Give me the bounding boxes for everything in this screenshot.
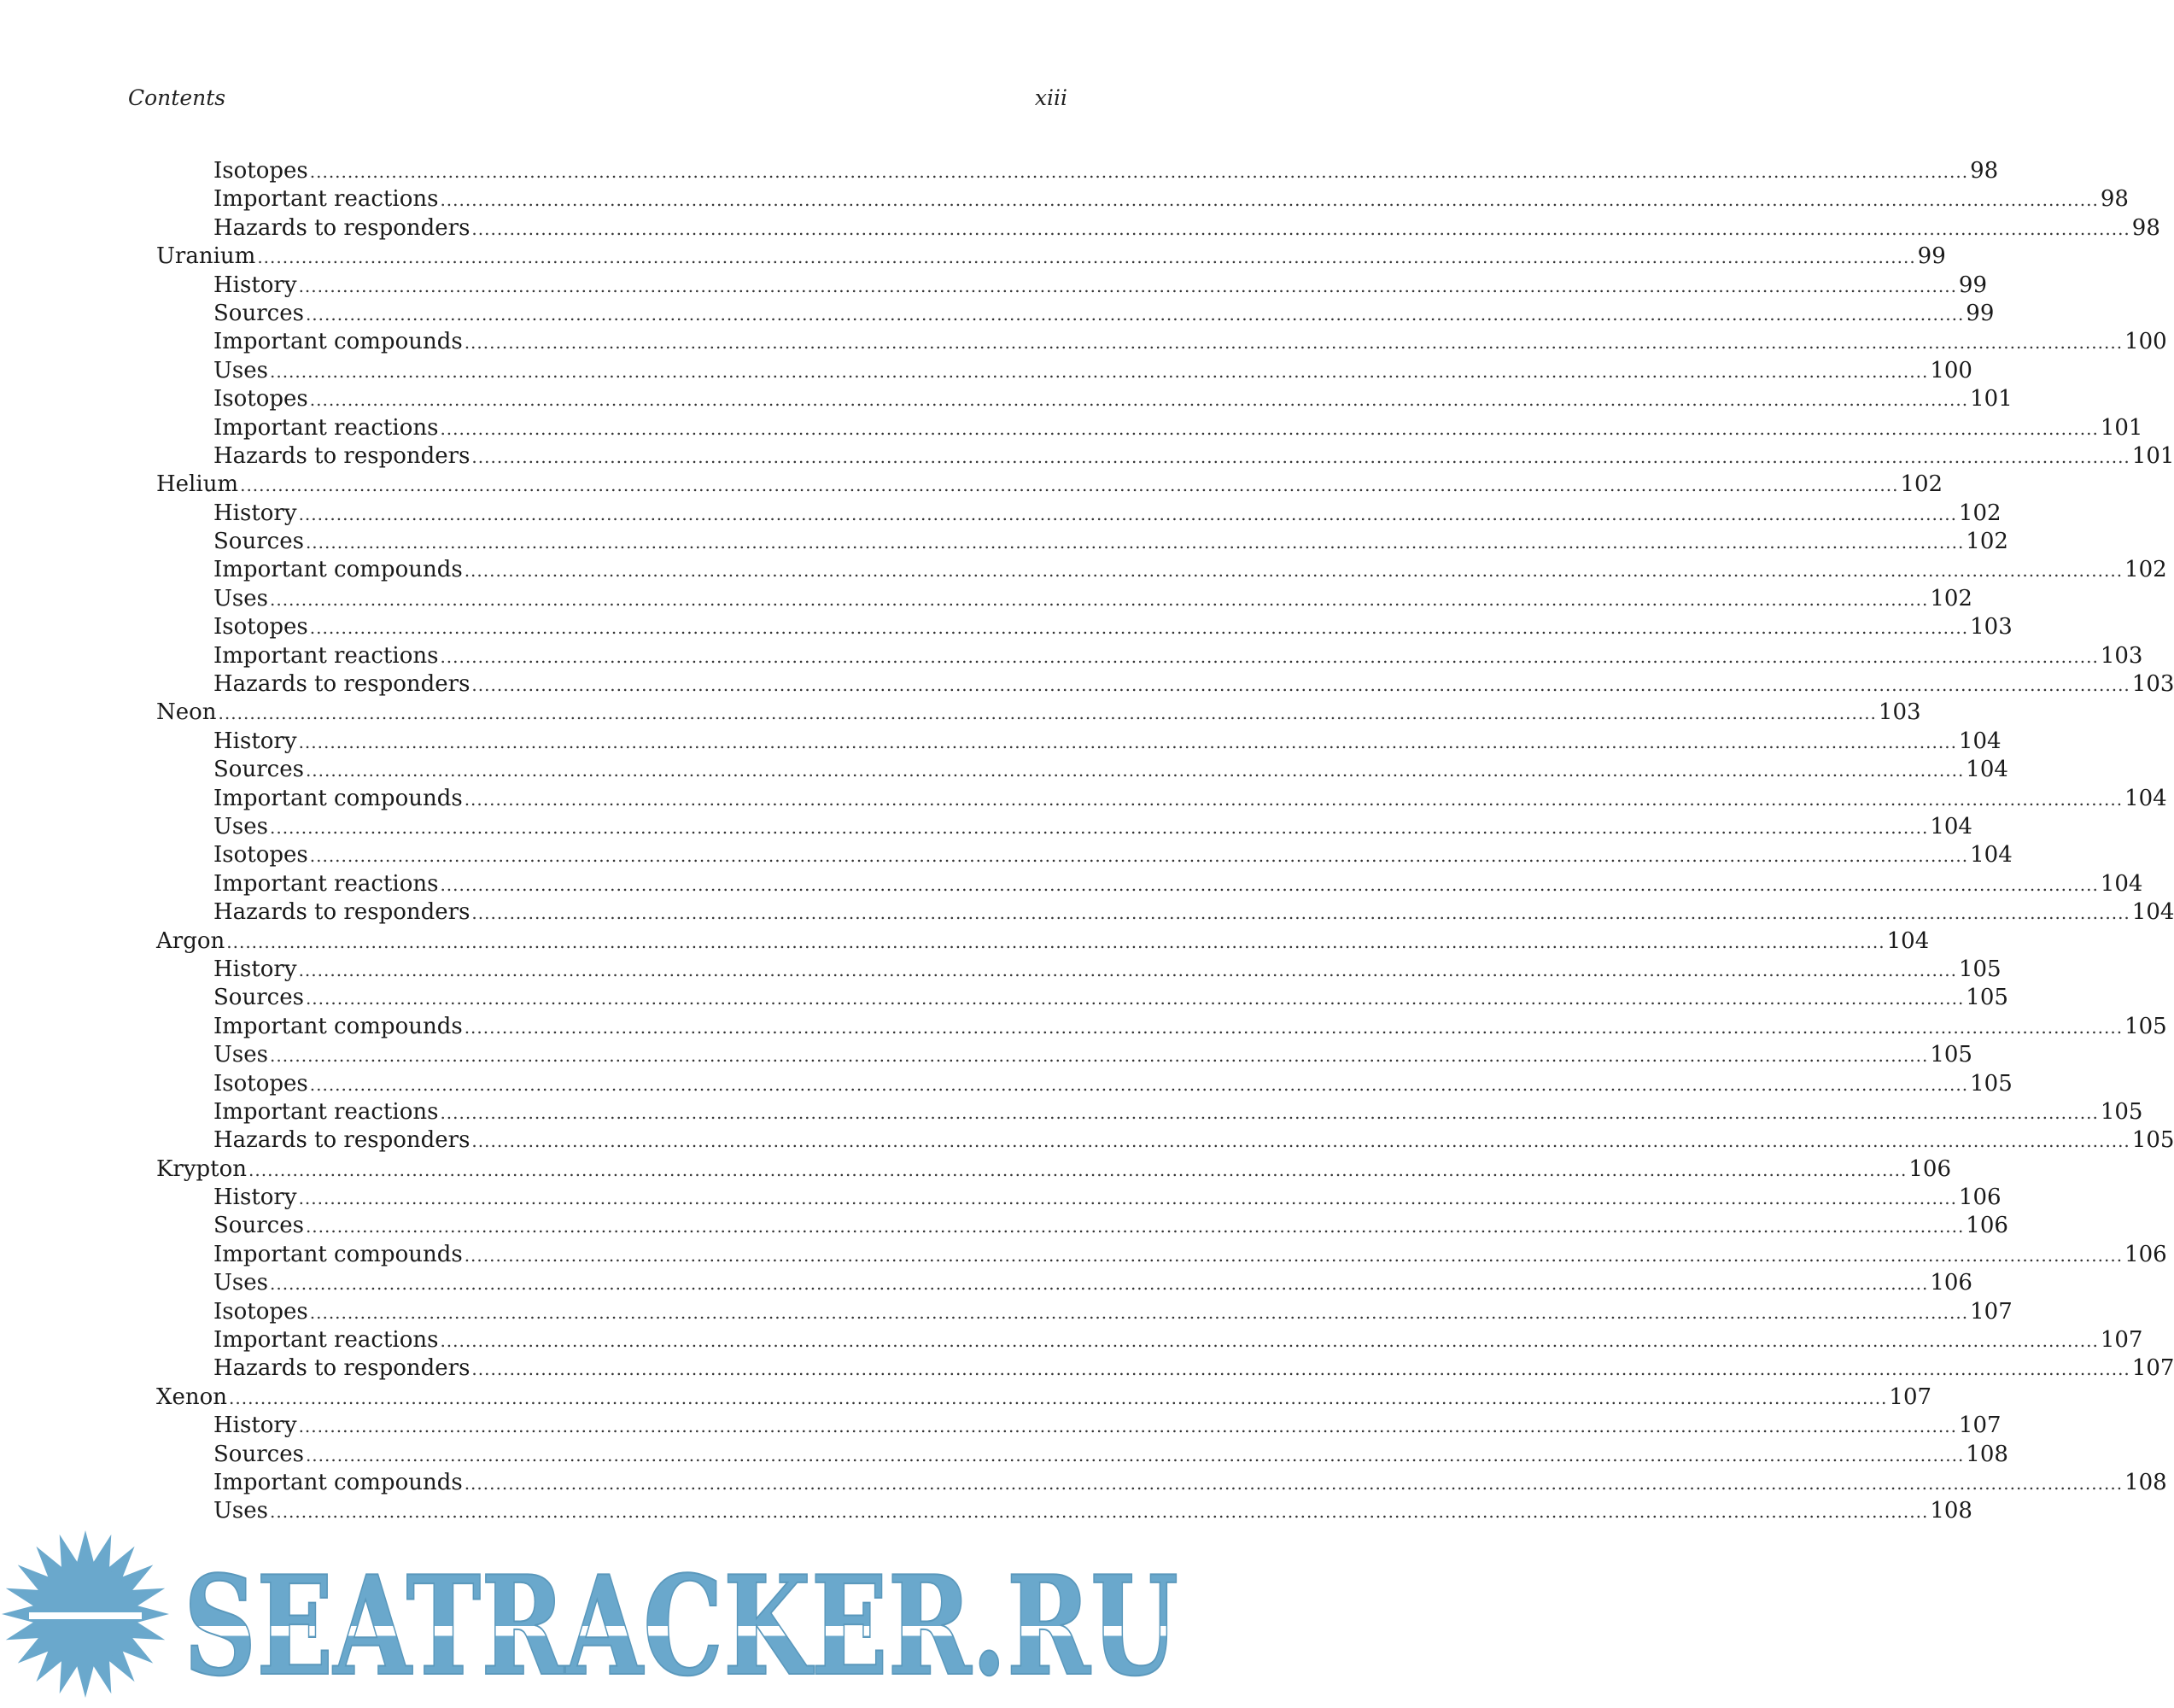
toc-entry-page: 102 (1930, 585, 1972, 611)
toc-dot-leader (465, 329, 2123, 357)
toc-dot-leader (299, 956, 1957, 985)
toc-entry-title: Important reactions (213, 414, 439, 441)
toc-entry-title: Uses (213, 813, 268, 839)
toc-entry-subsection (156, 1241, 2167, 1269)
toc-entry-page: 106 (2124, 1241, 2167, 1267)
toc-entry-title: Important reactions (213, 1327, 439, 1354)
toc-entry-page: 103 (2100, 642, 2143, 669)
toc-entry-title: Isotopes (213, 1070, 308, 1097)
toc-entry-subsection (156, 841, 2013, 869)
toc-entry-subsection (156, 1469, 2167, 1497)
toc-entry-subsection (156, 585, 1972, 613)
toc-entry-subsection (156, 214, 2160, 243)
toc-entry-subsection (156, 1070, 2013, 1098)
toc-entry-page: 106 (1958, 1184, 2002, 1211)
toc-dot-leader (471, 1127, 2130, 1155)
toc-entry-subsection (156, 870, 2143, 898)
toc-entry-subsection (156, 1013, 2167, 1041)
toc-entry-title: Important reactions (213, 870, 439, 897)
running-head-section: Contents (128, 85, 226, 110)
watermark (0, 1529, 1195, 1708)
toc-dot-leader (471, 671, 2130, 699)
toc-entry-page: 98 (2131, 214, 2160, 241)
toc-entry-subsection (156, 1098, 2143, 1126)
toc-entry-title: Hazards to responders (213, 1355, 470, 1382)
toc-entry-title: Hazards to responders (213, 671, 470, 698)
toc-entry-subsection (156, 1041, 1972, 1069)
toc-entry-page: 103 (1970, 614, 2013, 640)
toc-entry-page: 100 (1930, 357, 1972, 383)
toc-dot-leader (440, 415, 2098, 443)
toc-entry-page: 102 (1958, 500, 2002, 526)
toc-entry-subsection (156, 300, 1995, 328)
toc-dot-leader (471, 1355, 2130, 1383)
toc-entry-page: 104 (2131, 899, 2174, 926)
toc-dot-leader (270, 814, 1928, 842)
toc-dot-leader (440, 1327, 2098, 1355)
toc-entry-page: 104 (1958, 728, 2002, 754)
toc-entry-subsection (156, 785, 2167, 813)
toc-entry-page: 101 (2131, 442, 2174, 469)
toc-dot-leader (299, 728, 1957, 757)
toc-entry-page: 105 (2124, 1013, 2167, 1039)
toc-entry-subsection (156, 813, 1972, 841)
toc-entry-title: Important compounds (213, 1241, 463, 1267)
toc-dot-leader (465, 1242, 2123, 1270)
toc-dot-leader (306, 757, 1964, 785)
toc-entry-title: Krypton (156, 1155, 248, 1182)
toc-dot-leader (471, 215, 2130, 243)
toc-entry-title: Isotopes (213, 386, 308, 412)
toc-entry-title: Uses (213, 1042, 268, 1068)
toc-entry-subsection (156, 357, 1972, 385)
toc-entry-page: 99 (1966, 300, 1995, 326)
toc-dot-leader (306, 985, 1964, 1013)
toc-entry-page: 99 (1917, 243, 1946, 270)
toc-dot-leader (270, 1042, 1928, 1070)
toc-dot-leader (299, 1413, 1957, 1441)
toc-entry-page: 104 (1930, 813, 1972, 839)
toc-entry-element (156, 1383, 1932, 1412)
toc-entry-subsection (156, 670, 2174, 699)
toc-dot-leader (465, 786, 2123, 814)
toc-entry-title: History (213, 500, 297, 526)
toc-entry-title: Important compounds (213, 1013, 463, 1039)
toc-entry-page: 106 (1930, 1270, 1972, 1296)
toc-dot-leader (465, 557, 2123, 585)
toc-dot-leader (310, 1299, 1968, 1327)
toc-dot-leader (471, 899, 2130, 927)
toc-dot-leader (306, 1213, 1964, 1241)
toc-entry-page: 104 (2100, 870, 2143, 897)
table-of-contents (156, 157, 2174, 1526)
toc-dot-leader (310, 1071, 1968, 1099)
toc-dot-leader (229, 1384, 1887, 1413)
toc-dot-leader (440, 1099, 2098, 1127)
toc-entry-page: 108 (1966, 1441, 2008, 1467)
toc-entry-title: History (213, 728, 297, 754)
toc-dot-leader (310, 386, 1968, 414)
toc-dot-leader (219, 699, 1877, 728)
toc-dot-leader (471, 443, 2130, 471)
toc-entry-page: 105 (2131, 1127, 2174, 1154)
toc-entry-title: Uses (213, 357, 268, 383)
toc-dot-leader (465, 1470, 2123, 1498)
toc-entry-page: 104 (1966, 757, 2008, 783)
toc-entry-title: Important compounds (213, 1469, 463, 1495)
toc-entry-subsection (156, 1184, 2002, 1212)
toc-entry-subsection (156, 1441, 2008, 1469)
toc-entry-subsection (156, 500, 2002, 528)
toc-entry-subsection (156, 984, 2008, 1012)
toc-entry-subsection (156, 1497, 1972, 1525)
toc-entry-page: 107 (1889, 1383, 1932, 1410)
toc-entry-title: Isotopes (213, 1298, 308, 1325)
toc-entry-title: Argon (156, 927, 225, 954)
toc-entry-page: 106 (1966, 1213, 2008, 1239)
toc-entry-element (156, 927, 1930, 956)
toc-entry-title: Xenon (156, 1383, 228, 1410)
toc-dot-leader (310, 614, 1968, 642)
watermark-text: SEATRACKER.RU (184, 1546, 1178, 1706)
toc-dot-leader (226, 928, 1885, 956)
toc-entry-element (156, 1155, 1952, 1184)
toc-entry-title: Sources (213, 1213, 304, 1239)
toc-entry-title: Hazards to responders (213, 1127, 470, 1154)
toc-entry-element (156, 471, 1943, 499)
toc-entry-page: 102 (1900, 471, 1943, 498)
toc-entry-subsection (156, 898, 2174, 927)
toc-entry-page: 100 (2124, 329, 2167, 355)
toc-entry-subsection (156, 556, 2167, 584)
toc-entry-page: 107 (1958, 1413, 2002, 1439)
toc-entry-page: 103 (1878, 699, 1921, 726)
toc-entry-page: 105 (1970, 1070, 2013, 1097)
toc-dot-leader (240, 471, 1898, 500)
toc-entry-page: 108 (2124, 1469, 2167, 1495)
toc-entry-title: Uranium (156, 243, 256, 270)
sun-icon (2, 1530, 169, 1698)
toc-entry-page: 104 (2124, 785, 2167, 811)
toc-entry-page: 98 (2100, 186, 2129, 213)
toc-entry-subsection (156, 728, 2002, 756)
toc-dot-leader (270, 358, 1928, 386)
toc-entry-title: History (213, 1184, 297, 1211)
toc-entry-subsection (156, 185, 2129, 214)
toc-entry-subsection (156, 1326, 2143, 1354)
toc-entry-subsection (156, 528, 2008, 556)
toc-entry-page: 104 (1886, 927, 1930, 954)
toc-entry-subsection (156, 642, 2143, 670)
toc-entry-subsection (156, 328, 2167, 356)
toc-entry-title: History (213, 1413, 297, 1439)
toc-dot-leader (440, 186, 2098, 214)
toc-entry-subsection (156, 1212, 2008, 1240)
toc-entry-page: 103 (2131, 671, 2174, 698)
toc-entry-title: Important compounds (213, 785, 463, 811)
toc-entry-subsection (156, 956, 2002, 984)
toc-entry-subsection (156, 157, 1999, 185)
toc-dot-leader (299, 272, 1957, 301)
toc-entry-title: Helium (156, 471, 239, 498)
toc-entry-page: 105 (1966, 985, 2008, 1011)
toc-entry-page: 108 (1930, 1498, 1972, 1524)
toc-dot-leader (299, 1184, 1957, 1213)
toc-entry-page: 105 (1958, 956, 2002, 982)
toc-entry-title: Hazards to responders (213, 442, 470, 469)
toc-entry-title: Important reactions (213, 1098, 439, 1125)
toc-entry-page: 107 (2131, 1355, 2174, 1382)
toc-dot-leader (270, 586, 1928, 614)
toc-entry-title: Hazards to responders (213, 214, 470, 241)
toc-dot-leader (299, 500, 1957, 529)
toc-entry-page: 105 (1930, 1042, 1972, 1068)
toc-entry-subsection (156, 613, 2013, 641)
running-head-page-number: xiii (1034, 85, 1067, 110)
toc-entry-title: Isotopes (213, 614, 308, 640)
toc-entry-title: Isotopes (213, 158, 308, 184)
toc-entry-page: 102 (2124, 557, 2167, 583)
toc-entry-subsection (156, 1298, 2013, 1326)
toc-entry-title: Sources (213, 1441, 304, 1467)
toc-dot-leader (248, 1156, 1907, 1184)
toc-entry-page: 106 (1908, 1155, 1952, 1182)
toc-dot-leader (440, 643, 2098, 671)
toc-entry-page: 102 (1966, 529, 2008, 555)
toc-entry-title: Important compounds (213, 329, 463, 355)
toc-dot-leader (270, 1270, 1928, 1298)
toc-entry-subsection (156, 1126, 2174, 1155)
toc-dot-leader (270, 1498, 1928, 1526)
toc-entry-subsection (156, 1269, 1972, 1297)
toc-entry-title: Important reactions (213, 186, 439, 213)
toc-entry-title: Isotopes (213, 842, 308, 869)
toc-entry-title: Uses (213, 1498, 268, 1524)
toc-entry-subsection (156, 1354, 2174, 1383)
toc-entry-subsection (156, 442, 2174, 471)
toc-entry-title: Sources (213, 985, 304, 1011)
toc-entry-page: 99 (1958, 272, 1988, 298)
toc-entry-element (156, 243, 1946, 271)
toc-dot-leader (310, 158, 1968, 186)
toc-entry-page: 98 (1970, 158, 1999, 184)
toc-entry-title: Sources (213, 529, 304, 555)
toc-dot-leader (306, 1442, 1964, 1470)
toc-entry-subsection (156, 756, 2008, 784)
toc-entry-page: 101 (2100, 414, 2143, 441)
toc-entry-element (156, 699, 1921, 727)
toc-entry-page: 104 (1970, 842, 2013, 869)
toc-dot-leader (440, 871, 2098, 899)
toc-entry-page: 107 (1970, 1298, 2013, 1325)
toc-entry-page: 105 (2100, 1098, 2143, 1125)
toc-entry-title: Hazards to responders (213, 899, 470, 926)
toc-entry-title: Uses (213, 585, 268, 611)
toc-dot-leader (306, 301, 1964, 329)
toc-dot-leader (310, 842, 1968, 870)
toc-entry-subsection (156, 1412, 2002, 1440)
toc-entry-title: History (213, 956, 297, 982)
toc-entry-title: Important compounds (213, 557, 463, 583)
toc-entry-subsection (156, 414, 2143, 442)
toc-entry-subsection (156, 385, 2013, 413)
running-head (128, 85, 1067, 120)
toc-entry-page: 101 (1970, 386, 2013, 412)
toc-entry-title: Uses (213, 1270, 268, 1296)
toc-entry-title: Sources (213, 300, 304, 326)
toc-dot-leader (306, 529, 1964, 557)
toc-dot-leader (257, 243, 1915, 272)
toc-entry-page: 107 (2100, 1327, 2143, 1354)
toc-entry-title: Neon (156, 699, 217, 726)
toc-entry-title: Important reactions (213, 642, 439, 669)
toc-entry-subsection (156, 272, 1988, 300)
toc-dot-leader (465, 1014, 2123, 1042)
toc-entry-title: Sources (213, 757, 304, 783)
toc-entry-title: History (213, 272, 297, 298)
